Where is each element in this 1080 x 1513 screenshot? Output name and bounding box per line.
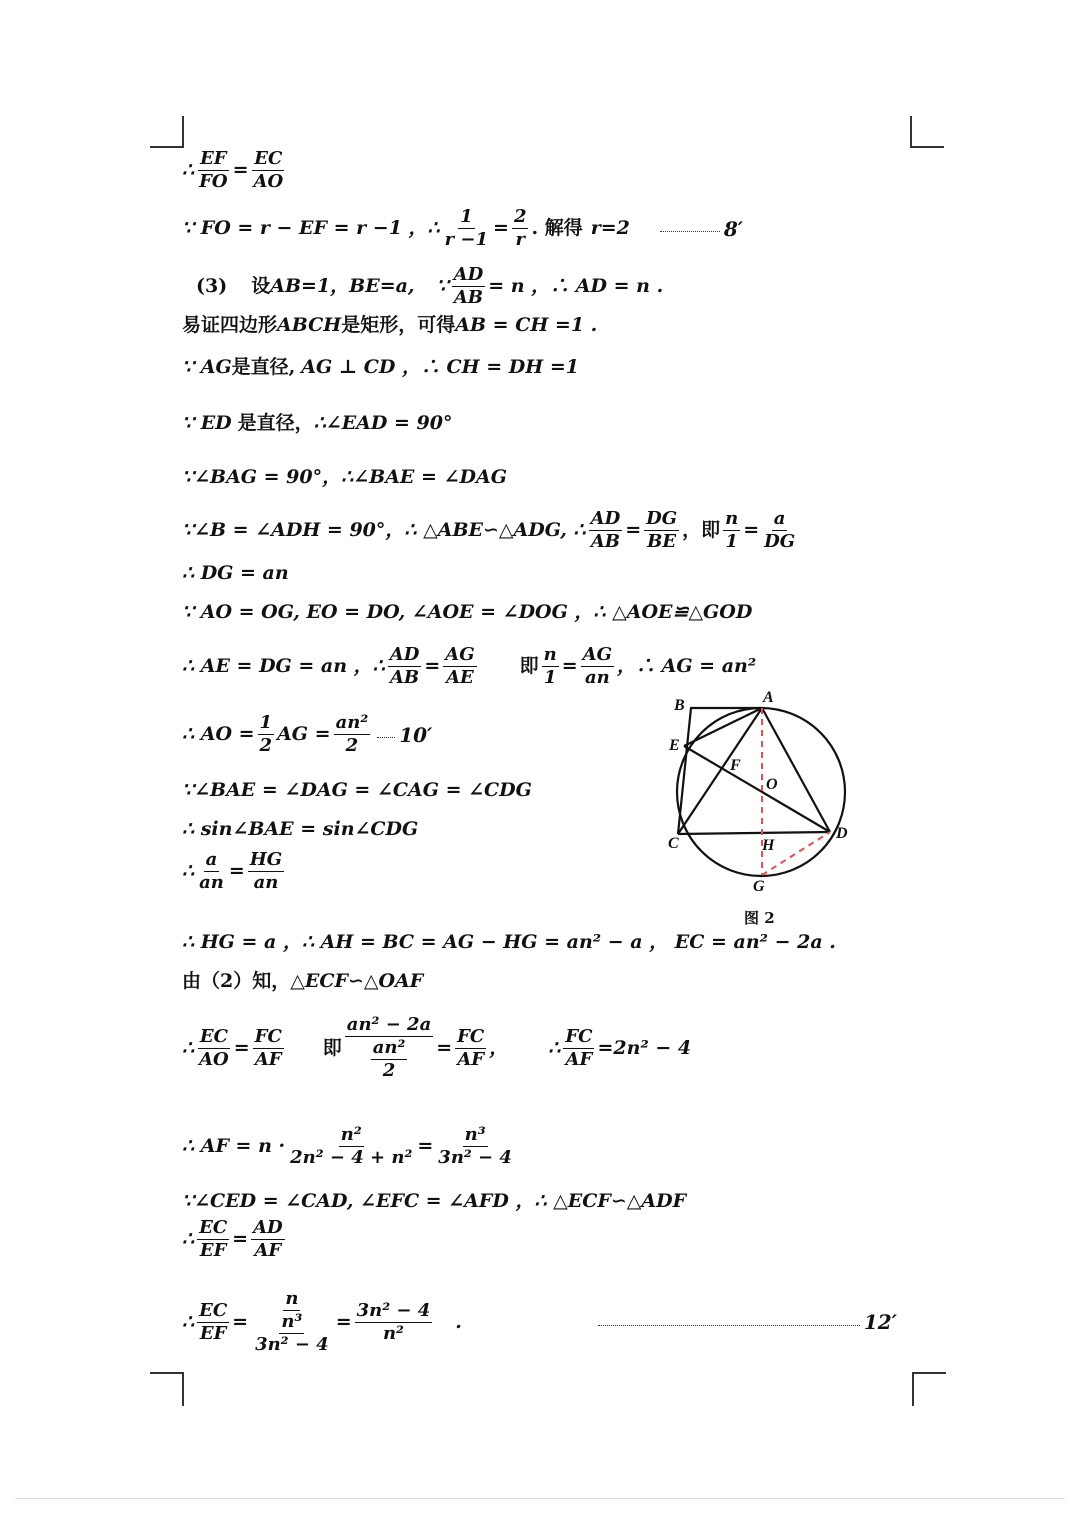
label-c: C [668, 835, 679, 852]
label-f: F [730, 757, 741, 774]
therefore-symbol: ∴ [182, 159, 195, 181]
denominator: an [253, 872, 279, 893]
expression: AG = [277, 723, 331, 745]
numerator: AD [389, 644, 420, 665]
therefore-symbol: ∴ [182, 1228, 195, 1250]
denominator: 3n² − 4 [438, 1147, 512, 1168]
expression: ABCH [277, 314, 342, 336]
figure-caption: 图 2 [744, 909, 775, 927]
equals-sign: = [436, 1036, 453, 1059]
equals-sign: = [232, 1310, 249, 1333]
numerator: 1 [259, 712, 273, 733]
denominator: AO [253, 171, 284, 192]
equals-sign: = [743, 519, 760, 541]
segment-ac [678, 708, 762, 834]
expression: ∴ AF = n · [182, 1135, 286, 1157]
expression: ∵∠CED = ∠CAD, ∠EFC = ∠AFD ，∴ △ECF∽△ADF [182, 1190, 687, 1212]
equals-sign: = [561, 655, 578, 677]
numerator: n² [340, 1124, 362, 1145]
denominator: 3n² − 4 [255, 1334, 329, 1355]
fraction [644, 510, 679, 551]
denominator: BE [647, 531, 677, 552]
step-line-5 [182, 358, 579, 377]
dotted-leader [598, 1319, 860, 1326]
numerator: n [285, 1288, 299, 1309]
denominator: AF [254, 1240, 282, 1261]
step-line-11 [182, 646, 756, 687]
step-line-12 [182, 714, 432, 755]
equals-sign: = [232, 1228, 249, 1250]
expression: ∴ AO = [182, 723, 255, 745]
fraction [455, 1025, 486, 1070]
fraction [762, 510, 797, 551]
denominator: AF [457, 1048, 485, 1070]
comma: ， [489, 1036, 509, 1059]
step-line-16 [182, 933, 836, 952]
fraction [197, 1219, 229, 1260]
let-text: 设 [251, 275, 271, 297]
denominator: AB [389, 667, 420, 688]
numerator: FC [254, 1025, 282, 1047]
fraction [512, 208, 529, 249]
step-line-13 [182, 781, 532, 800]
step-line-15 [182, 851, 287, 892]
denominator: AB [590, 531, 620, 552]
step-line-3 [196, 266, 663, 307]
equals-sign: = [233, 1036, 250, 1059]
expression: 2n² − 4 [613, 1036, 692, 1059]
expression: ∵∠BAE = ∠DAG = ∠CAG = ∠CDG [182, 779, 532, 801]
crop-mark-bottom-left [150, 1372, 184, 1406]
step-line-2 [182, 208, 743, 249]
numerator: FC [565, 1025, 593, 1047]
denominator: 2n² − 4 + n² [290, 1147, 413, 1168]
step-line-10 [182, 603, 752, 622]
expression: ，∴ AG = an² [616, 655, 757, 677]
complex-fraction [345, 1016, 433, 1080]
period: . [455, 1310, 462, 1333]
equals-sign: = [625, 519, 642, 541]
numerator: n [543, 644, 557, 665]
fraction [436, 1126, 514, 1167]
denominator: r −1 [444, 229, 489, 250]
expression: ∴ DG = an [182, 562, 289, 584]
fraction [589, 510, 623, 551]
fraction [443, 208, 490, 249]
text: 即 [322, 1036, 342, 1059]
expression: ∵∠BAG = 90°，∴∠BAE = ∠DAG [182, 466, 507, 488]
denominator: EF [199, 1322, 227, 1344]
numerator: n³ [464, 1124, 486, 1145]
numerator: n³ [281, 1311, 303, 1332]
step-line-20 [182, 1192, 686, 1211]
step-line-8 [182, 510, 800, 551]
expression: AG ⊥ CD ，∴ CH = DH =1 [301, 356, 579, 378]
numerator: FC [457, 1025, 485, 1047]
expression: ∵∠B = ∠ADH = 90°，∴ △ABE∽△ADG, ∴ [182, 519, 586, 541]
numerator: AD [253, 1217, 283, 1238]
expression: AB=1，BE=a, [270, 275, 415, 297]
fraction [253, 1025, 284, 1070]
text: 由（2）知， [182, 970, 291, 992]
step-line-4 [182, 316, 597, 335]
text: 即 [519, 655, 539, 677]
segment-ad [762, 708, 830, 832]
equals-sign: = [417, 1135, 434, 1157]
part-number: (3) [196, 275, 228, 297]
label-d: D [836, 825, 848, 842]
denominator: an [199, 872, 224, 893]
numerator: a [205, 849, 218, 870]
therefore-symbol: ∴ [548, 1036, 561, 1059]
expression: ∴ [182, 860, 195, 882]
fraction [581, 646, 614, 687]
fraction [452, 266, 486, 307]
label-b: B [674, 697, 685, 714]
fraction [197, 150, 229, 191]
therefore-symbol: ∴ [182, 1310, 195, 1333]
score-mark: 10′ [399, 722, 433, 747]
label-o: O [766, 776, 778, 793]
expression: = n ，∴ AD = n . [488, 275, 664, 297]
numerator: EC [199, 1025, 228, 1047]
denominator: AE [446, 667, 474, 688]
fraction [388, 646, 422, 687]
numerator: HG [249, 849, 283, 870]
equals-sign: = [597, 1036, 614, 1059]
therefore-symbol: ∴ [182, 1036, 195, 1059]
denominator: AF [565, 1048, 593, 1070]
score-mark: 12′ [863, 1310, 897, 1334]
numerator: n [725, 508, 739, 529]
denominator: n² [382, 1322, 404, 1344]
expression: ∵ AO = OG, EO = DO, ∠AOE = ∠DOG ，∴ △AOE≌△GOD [182, 601, 753, 623]
equals-sign: = [493, 217, 509, 239]
expression: ∴ HG = a ，∴ AH = BC = AG − HG = an² − a ， EC = an² − 2a . [182, 931, 836, 953]
text: 是直径, [231, 356, 296, 378]
equals-sign: = [335, 1310, 352, 1333]
numerator: EF [200, 148, 227, 169]
complex-fraction [251, 1290, 333, 1354]
because-symbol: ∵ [436, 275, 449, 297]
denominator: 1 [543, 667, 557, 688]
step-line-18 [182, 1016, 691, 1080]
step-line-1 [182, 150, 288, 191]
expression: △ECF∽△OAF [290, 970, 424, 992]
fraction [723, 510, 740, 551]
fraction [197, 1025, 231, 1070]
fraction [258, 714, 275, 755]
denominator: DG [764, 531, 796, 552]
step-line-17 [182, 972, 423, 991]
denominator: AB [453, 287, 484, 308]
fraction [542, 646, 559, 687]
expression: ∴∠EAD = 90° [313, 412, 453, 434]
denominator: 2 [345, 735, 359, 756]
numerator: DG [646, 508, 678, 529]
numerator: AD [590, 508, 621, 529]
step-line-9 [182, 564, 289, 583]
text: 易证四边形 [182, 314, 278, 336]
numerator: an² − 2a [346, 1014, 432, 1035]
numerator: an² [335, 712, 369, 733]
equals-sign: = [228, 860, 245, 882]
denominator: EF [199, 1240, 227, 1261]
equals-sign: = [232, 159, 249, 181]
expression: ∵ FO = r − EF = r −1 ，∴ [182, 217, 440, 239]
text: 是矩形，可得 [341, 314, 456, 336]
numerator: EC [199, 1217, 228, 1238]
crop-mark-top-right [910, 116, 944, 148]
equals-sign: = [424, 655, 441, 677]
fraction [443, 646, 476, 687]
fraction [251, 1219, 285, 1260]
score-mark: 8′ [723, 216, 744, 241]
numerator: 1 [460, 206, 473, 227]
fraction [248, 851, 284, 892]
fraction [288, 1126, 414, 1167]
step-line-19 [182, 1126, 517, 1167]
page-bottom-rule [15, 1498, 1065, 1499]
numerator: 3n² − 4 [356, 1299, 431, 1321]
label-a: A [763, 689, 774, 706]
text: ，即 [682, 519, 721, 541]
label-h: H [762, 837, 775, 854]
segment-ed [684, 746, 830, 832]
step-line-7 [182, 468, 507, 487]
step-line-6 [182, 414, 453, 433]
fraction [197, 1299, 229, 1344]
fraction [251, 150, 285, 191]
denominator: FO [199, 171, 228, 192]
crop-mark-top-left [150, 116, 184, 148]
numerator: an² [372, 1037, 406, 1058]
numerator: EC [254, 148, 283, 169]
expression: ∴ AE = DG = an ，∴ [182, 655, 385, 677]
expression: ∵ AG [182, 356, 232, 378]
denominator [251, 1311, 333, 1354]
text: 是直径， [237, 412, 314, 434]
denominator: AF [254, 1048, 282, 1070]
denominator: 1 [725, 531, 738, 552]
segment-cd [678, 832, 830, 834]
numerator: a [773, 508, 786, 529]
denominator: AO [199, 1048, 229, 1070]
fraction [563, 1025, 594, 1070]
numerator: EC [199, 1299, 228, 1321]
expression: AB = CH =1 . [455, 314, 598, 336]
numerator: AG [445, 644, 475, 665]
step-line-22 [182, 1290, 897, 1354]
numerator: 2 [513, 206, 527, 227]
solve-text: . 解得 [531, 217, 583, 239]
fraction [355, 1299, 433, 1344]
denominator: r [515, 229, 525, 250]
fraction [334, 714, 371, 755]
denominator: 2 [382, 1060, 396, 1081]
expression: ∴ sin∠BAE = sin∠CDG [182, 818, 419, 840]
expression: ∵ ED [182, 412, 232, 434]
dotted-leader [377, 731, 395, 738]
step-line-14 [182, 820, 418, 839]
label-e: E [669, 737, 680, 754]
denominator: 2 [259, 735, 273, 756]
crop-mark-bottom-right [912, 1372, 946, 1406]
result-text: r=2 [590, 217, 630, 239]
step-line-21 [182, 1219, 288, 1260]
fraction [197, 851, 226, 892]
numerator: AG [582, 644, 612, 665]
denominator: an [584, 667, 610, 688]
label-g: G [753, 878, 765, 895]
denominator [369, 1037, 410, 1080]
numerator: AD [453, 264, 484, 285]
geometry-figure [664, 688, 864, 908]
dotted-leader [660, 225, 720, 232]
